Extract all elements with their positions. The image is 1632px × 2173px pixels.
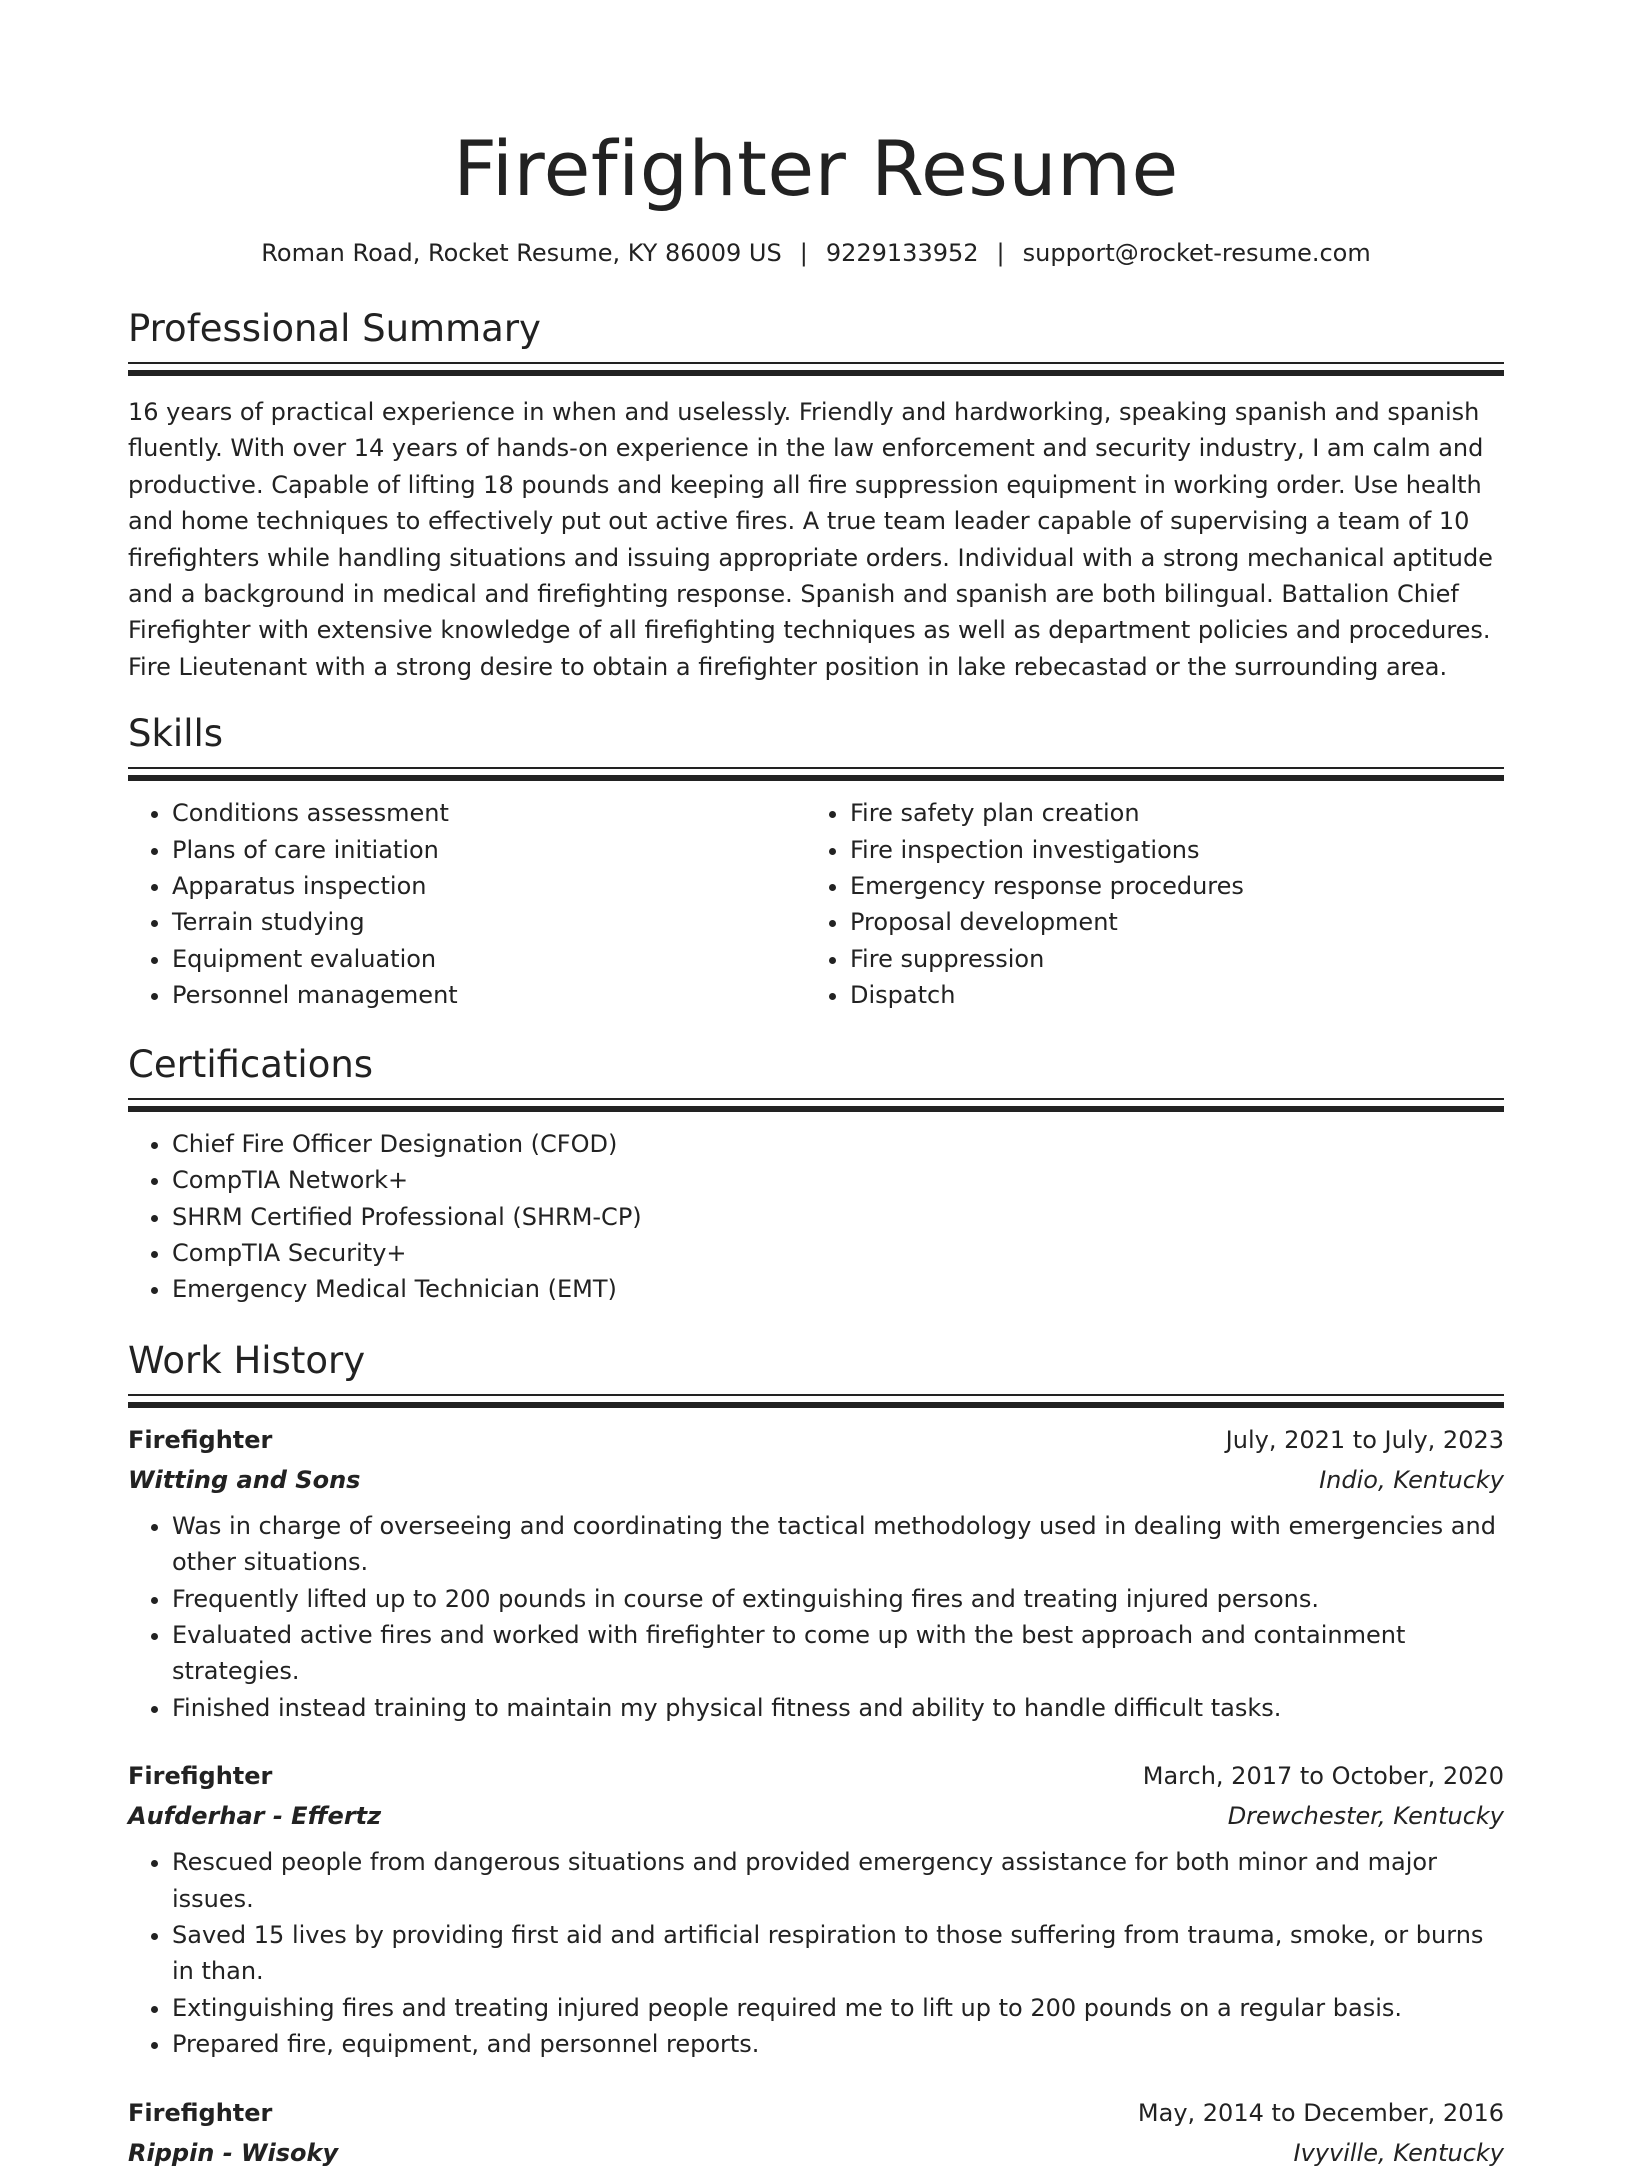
- job-dates: May, 2014 to December, 2016: [1137, 2098, 1504, 2127]
- certification-item: • SHRM Certified Professional (SHRM-CP): [172, 1199, 1504, 1235]
- section-divider: [128, 767, 1504, 779]
- job-dates: March, 2017 to October, 2020: [1142, 1762, 1504, 1791]
- skill-item: • Fire inspection investigations: [850, 832, 1484, 868]
- job-duties-list: [128, 1844, 1504, 2062]
- job-location: Drewchester, Kentucky: [1227, 1802, 1504, 1831]
- skill-item: • Emergency response procedures: [850, 868, 1484, 904]
- skill-item: • Personnel management: [172, 977, 806, 1013]
- summary-text: 16 years of practical experience in when and uselessly. Friendly and hardworking, speaking spanish and spanish fluently. With over 14 years of hands-on experience in the law enforcement and security industry, I am calm and productive. Capable of lifting 18 pounds and keeping all fire suppression equipment in working order. Use health and home techniques to effectively put out active fires. A true team leader capable of supervising a team of 10 firefighters while handling situations and issuing appropriate orders. Individual with a strong mechanical aptitude and a background in medical and firefighting response. Spanish and spanish are both bilingual. Battalion Chief Firefighter with extensive knowledge of all firefighting techniques as well as department policies and procedures. Fire Lieutenant with a strong desire to obtain a firefighter position in lake rebecastad or the surrounding area.: [128, 398, 1493, 681]
- job-entry: [128, 2093, 1504, 2173]
- job-company: Witting and Sons: [128, 1465, 361, 1494]
- job-company-row: [128, 2133, 1504, 2173]
- skills-right-column: [806, 795, 1484, 1013]
- job-entry: [128, 1420, 1504, 1726]
- job-location: Ivyville, Kentucky: [1293, 2138, 1504, 2167]
- skill-item: • Dispatch: [850, 977, 1484, 1013]
- skill-item: • Fire suppression: [850, 941, 1484, 977]
- certifications-section: [128, 1042, 1504, 1308]
- job-company-row: [128, 1796, 1504, 1836]
- job-duty-item: • Frequently lifted up to 200 pounds in course of extinguishing fires and treating injured persons.: [172, 1581, 1504, 1617]
- job-title: Firefighter: [128, 1425, 273, 1454]
- job-dates: July, 2021 to July, 2023: [1225, 1425, 1504, 1454]
- job-duty-item: • Prepared fire, equipment, and personnel reports.: [172, 2026, 1504, 2062]
- skills-columns: [128, 795, 1504, 1013]
- resume-title: Firefighter Resume: [453, 124, 1179, 213]
- certifications-heading: Certifications: [128, 1042, 374, 1086]
- summary-section: [128, 306, 1504, 685]
- certification-item: • CompTIA Network+: [172, 1162, 1504, 1198]
- skill-item: • Equipment evaluation: [172, 941, 806, 977]
- skills-heading: Skills: [128, 712, 224, 756]
- skill-item: • Plans of care initiation: [172, 832, 806, 868]
- job-location: Indio, Kentucky: [1319, 1465, 1504, 1494]
- contact-line: [128, 238, 1504, 268]
- skill-item: • Fire safety plan creation: [850, 795, 1484, 831]
- skills-section: [128, 711, 1504, 1013]
- section-divider: [128, 1098, 1504, 1110]
- skills-left-list: [128, 795, 806, 1013]
- skills-left-column: [128, 795, 806, 1013]
- skill-item: • Apparatus inspection: [172, 868, 806, 904]
- job-duty-item: • Evaluated active fires and worked with firefighter to come up with the best approach and containment strategies.: [172, 1617, 1504, 1690]
- skill-item: • Proposal development: [850, 904, 1484, 940]
- certification-item: • Emergency Medical Technician (EMT): [172, 1271, 1504, 1307]
- contact-phone: 9229133952: [825, 239, 979, 267]
- job-company: Rippin - Wisoky: [128, 2138, 339, 2167]
- contact-separator: |: [996, 239, 1005, 267]
- contact-separator: |: [799, 239, 808, 267]
- job-duty-item: • Extinguishing fires and treating injured people required me to lift up to 200 pounds on a regular basis.: [172, 1990, 1504, 2026]
- job-duty-item: • Was in charge of overseeing and coordinating the tactical methodology used in dealing with emergencies and other situations.: [172, 1508, 1504, 1581]
- section-divider: [128, 1394, 1504, 1406]
- job-duty-item: • Saved 15 lives by providing first aid and artificial respiration to those suffering from trauma, smoke, or burns in than.: [172, 1917, 1504, 1990]
- job-header-row: [128, 1420, 1504, 1460]
- work-history-section: [128, 1338, 1504, 2173]
- skill-item: • Terrain studying: [172, 904, 806, 940]
- certification-item: • CompTIA Security+: [172, 1235, 1504, 1271]
- job-title: Firefighter: [128, 1762, 273, 1791]
- summary-heading: Professional Summary: [128, 307, 541, 350]
- certifications-list: [128, 1126, 1504, 1308]
- job-duty-item: • Finished instead training to maintain my physical fitness and ability to handle difficult tasks.: [172, 1690, 1504, 1726]
- resume-page: [128, 0, 1504, 2173]
- job-title: Firefighter: [128, 2098, 273, 2127]
- job-duty-item: • Rescued people from dangerous situations and provided emergency assistance for both minor and major issues.: [172, 1844, 1504, 1917]
- job-entry: [128, 1756, 1504, 2062]
- skill-item: • Conditions assessment: [172, 795, 806, 831]
- contact-email: support@rocket-resume.com: [1022, 239, 1371, 267]
- work-history-heading: Work History: [128, 1338, 366, 1382]
- job-company-row: [128, 1460, 1504, 1500]
- job-header-row: [128, 2093, 1504, 2133]
- certification-item: • Chief Fire Officer Designation (CFOD): [172, 1126, 1504, 1162]
- job-header-row: [128, 1756, 1504, 1796]
- job-duties-list: [128, 1508, 1504, 1726]
- section-divider: [128, 362, 1504, 374]
- skills-right-list: [806, 795, 1484, 1013]
- job-company: Aufderhar - Effertz: [128, 1802, 382, 1831]
- contact-address: Roman Road, Rocket Resume, KY 86009 US: [261, 239, 782, 267]
